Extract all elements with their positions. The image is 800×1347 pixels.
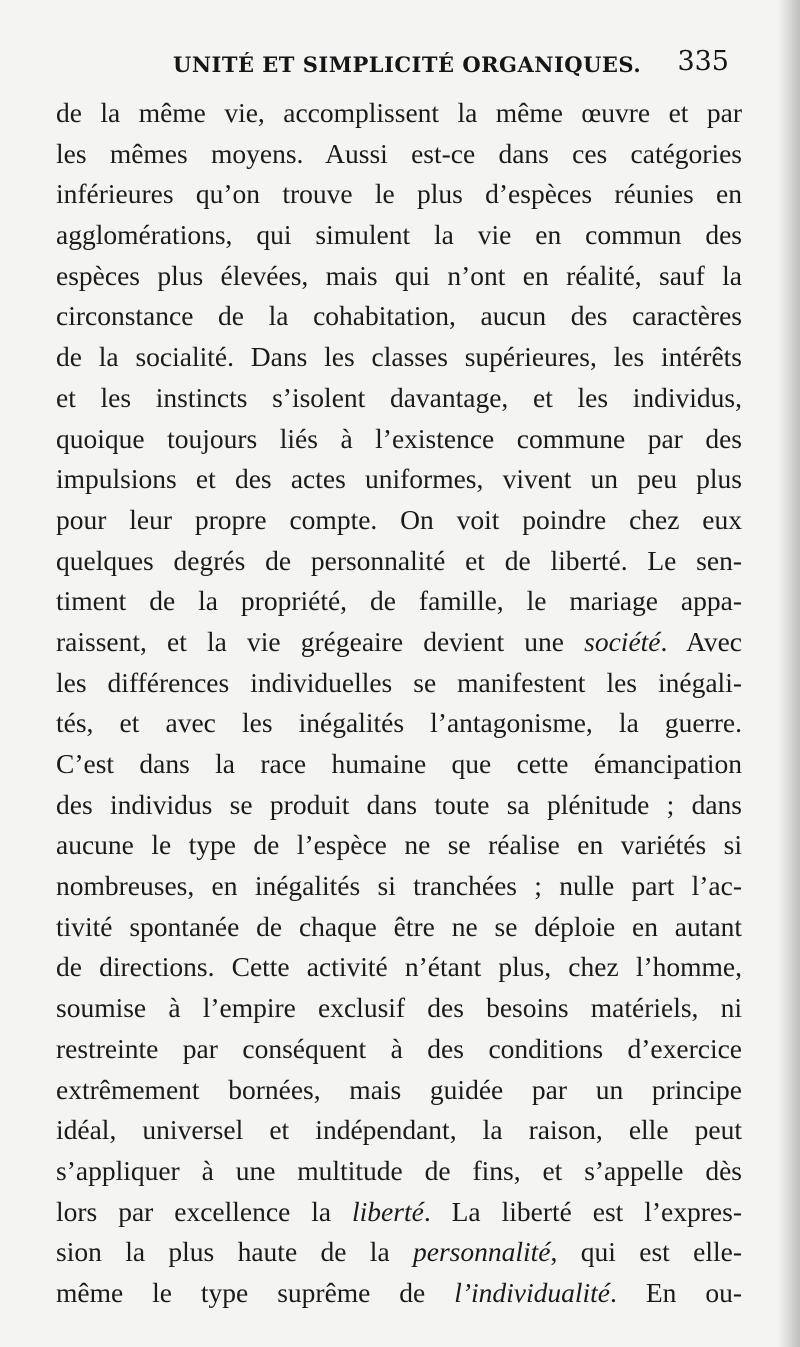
italic-text-segment: l’individualité — [454, 1276, 611, 1308]
text-line — [56, 663, 742, 704]
text-line — [56, 1151, 742, 1192]
text-line — [56, 947, 742, 988]
text-segment: pour leur propre compte. On voit poindre chez eux — [56, 503, 742, 535]
text-segment: timent de la propriété, de famille, le mariage appa- — [56, 585, 742, 617]
text-segment: s’appliquer à une multitude de fins, et s’appelle dès — [56, 1154, 742, 1186]
running-head — [55, 46, 745, 86]
text-segment: . Avec — [660, 625, 742, 657]
text-line — [56, 907, 742, 948]
text-line — [56, 1110, 742, 1151]
text-segment: tivité spontanée de chaque être ne se déploie en autant — [56, 910, 742, 942]
text-line — [56, 419, 742, 460]
italic-text-segment: société — [584, 625, 661, 657]
text-line — [56, 1070, 742, 1111]
text-line — [56, 785, 742, 826]
text-line — [56, 337, 742, 378]
text-line — [56, 866, 742, 907]
text-line — [56, 744, 742, 785]
text-segment: espèces plus élevées, mais qui n’ont en réalité, sauf la — [56, 259, 742, 291]
text-line — [56, 581, 742, 622]
text-segment: extrêmement bornées, mais guidée par un principe — [56, 1073, 742, 1105]
text-line — [56, 459, 742, 500]
text-line — [56, 622, 742, 663]
text-segment: inférieures qu’on trouve le plus d’espèces réunies en — [56, 178, 742, 210]
text-segment: soumise à l’empire exclusif des besoins matériels, ni — [56, 992, 742, 1024]
text-segment: lors par excellence la — [56, 1195, 353, 1227]
text-line — [56, 500, 742, 541]
text-segment: aucune le type de l’espèce ne se réalise en variétés si — [56, 829, 742, 861]
text-segment: . La liberté est l’expres- — [423, 1195, 742, 1227]
text-segment: les mêmes moyens. Aussi est-ce dans ces catégories — [56, 137, 742, 169]
text-segment: tés, et avec les inégalités l’antagonisme, la guerre. — [56, 707, 742, 739]
running-title: UNITÉ ET SIMPLICITÉ ORGANIQUES. — [173, 52, 642, 77]
text-segment: C’est dans la race humaine que cette émancipation — [56, 748, 742, 779]
page-number: 335 — [677, 46, 729, 77]
text-line — [56, 703, 742, 744]
text-segment: restreinte par conséquent à des conditions d’exercice — [56, 1032, 742, 1064]
text-segment: quoique toujours liés à l’existence commune par des — [56, 422, 742, 454]
text-segment: de la même vie, accomplissent la même œuvre et par — [56, 97, 742, 128]
text-segment: de la socialité. Dans les classes supérieures, les intérêts — [56, 341, 742, 373]
page-edge-shadow — [778, 0, 800, 1347]
body-text — [56, 93, 742, 1314]
text-segment: de directions. Cette activité n’étant plus, chez l’homme, — [56, 951, 742, 983]
text-segment: , qui est elle- — [550, 1236, 742, 1268]
text-line — [56, 1029, 742, 1070]
italic-text-segment: personnalité — [413, 1236, 551, 1268]
text-line — [56, 1192, 742, 1233]
text-segment: nombreuses, en inégalités si tranchées ; nulle part l’ac- — [56, 870, 742, 902]
text-line — [56, 174, 742, 215]
text-segment: et les instincts s’isolent davantage, et les individus, — [56, 381, 742, 413]
text-segment: . En ou- — [610, 1276, 742, 1308]
italic-text-segment: liberté — [352, 1195, 424, 1227]
text-line — [56, 256, 742, 297]
text-line — [56, 296, 742, 337]
text-line — [56, 215, 742, 256]
text-segment: agglomérations, qui simulent la vie en commun des — [56, 219, 742, 251]
text-line — [56, 1232, 742, 1273]
text-line — [56, 378, 742, 419]
text-line — [56, 988, 742, 1029]
text-segment: idéal, universel et indépendant, la raison, elle peut — [56, 1114, 742, 1146]
text-segment: sion la plus haute de la — [56, 1236, 414, 1268]
text-line — [56, 541, 742, 582]
text-segment: circonstance de la cohabitation, aucun des caractères — [56, 300, 742, 332]
text-segment: même le type suprême de — [56, 1276, 455, 1308]
text-segment: raissent, et la vie grégeaire devient une — [56, 625, 585, 657]
text-line — [56, 93, 742, 134]
text-line — [56, 134, 742, 175]
text-segment: impulsions et des actes uniformes, vivent un peu plus — [56, 463, 742, 495]
text-line — [56, 1273, 742, 1314]
text-segment: quelques degrés de personnalité et de liberté. Le sen- — [56, 544, 742, 576]
text-line — [56, 825, 742, 866]
text-segment: des individus se produit dans toute sa plénitude ; dans — [56, 788, 742, 820]
text-segment: les différences individuelles se manifestent les inégali- — [56, 666, 742, 698]
